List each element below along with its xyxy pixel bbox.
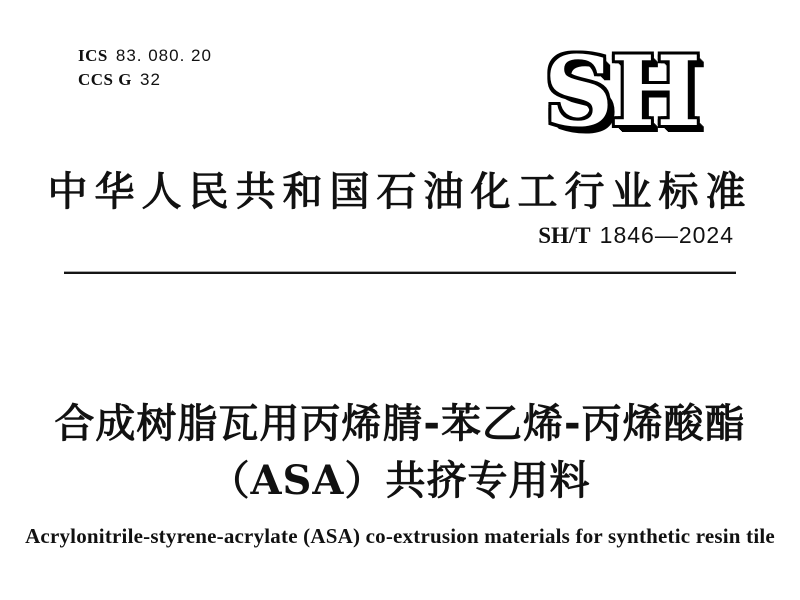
- title-asa-group: （ASA）: [209, 457, 386, 504]
- ics-label: ICS: [78, 46, 108, 65]
- title-chinese-line2: [0, 449, 800, 506]
- standard-code-prefix: SH/T: [538, 223, 591, 248]
- header-divider-rule: [64, 271, 736, 274]
- title-chinese-line2-rest: 共挤专用料: [385, 458, 591, 504]
- ccs-value: 32: [139, 70, 161, 89]
- title-chinese-line1: 合成树脂瓦用丙烯腈-苯乙烯-丙烯酸酯: [54, 401, 746, 447]
- classification-codes: [78, 44, 212, 92]
- standard-code-number: 1846—2024: [599, 222, 734, 248]
- ccs-label: CCS G: [78, 70, 132, 89]
- ics-value: 83. 080. 20: [115, 46, 212, 65]
- ics-code-line: [78, 44, 212, 68]
- standard-org-title: 中华人民共和国石油化工行业标准: [47, 168, 753, 215]
- standard-number: [538, 222, 734, 249]
- title-english: Acrylonitrile-styrene-acrylate (ASA) co-extrusion materials for synthetic resin tile: [25, 524, 775, 548]
- ccs-code-line: [78, 68, 212, 92]
- sh-logo: SH: [544, 35, 699, 148]
